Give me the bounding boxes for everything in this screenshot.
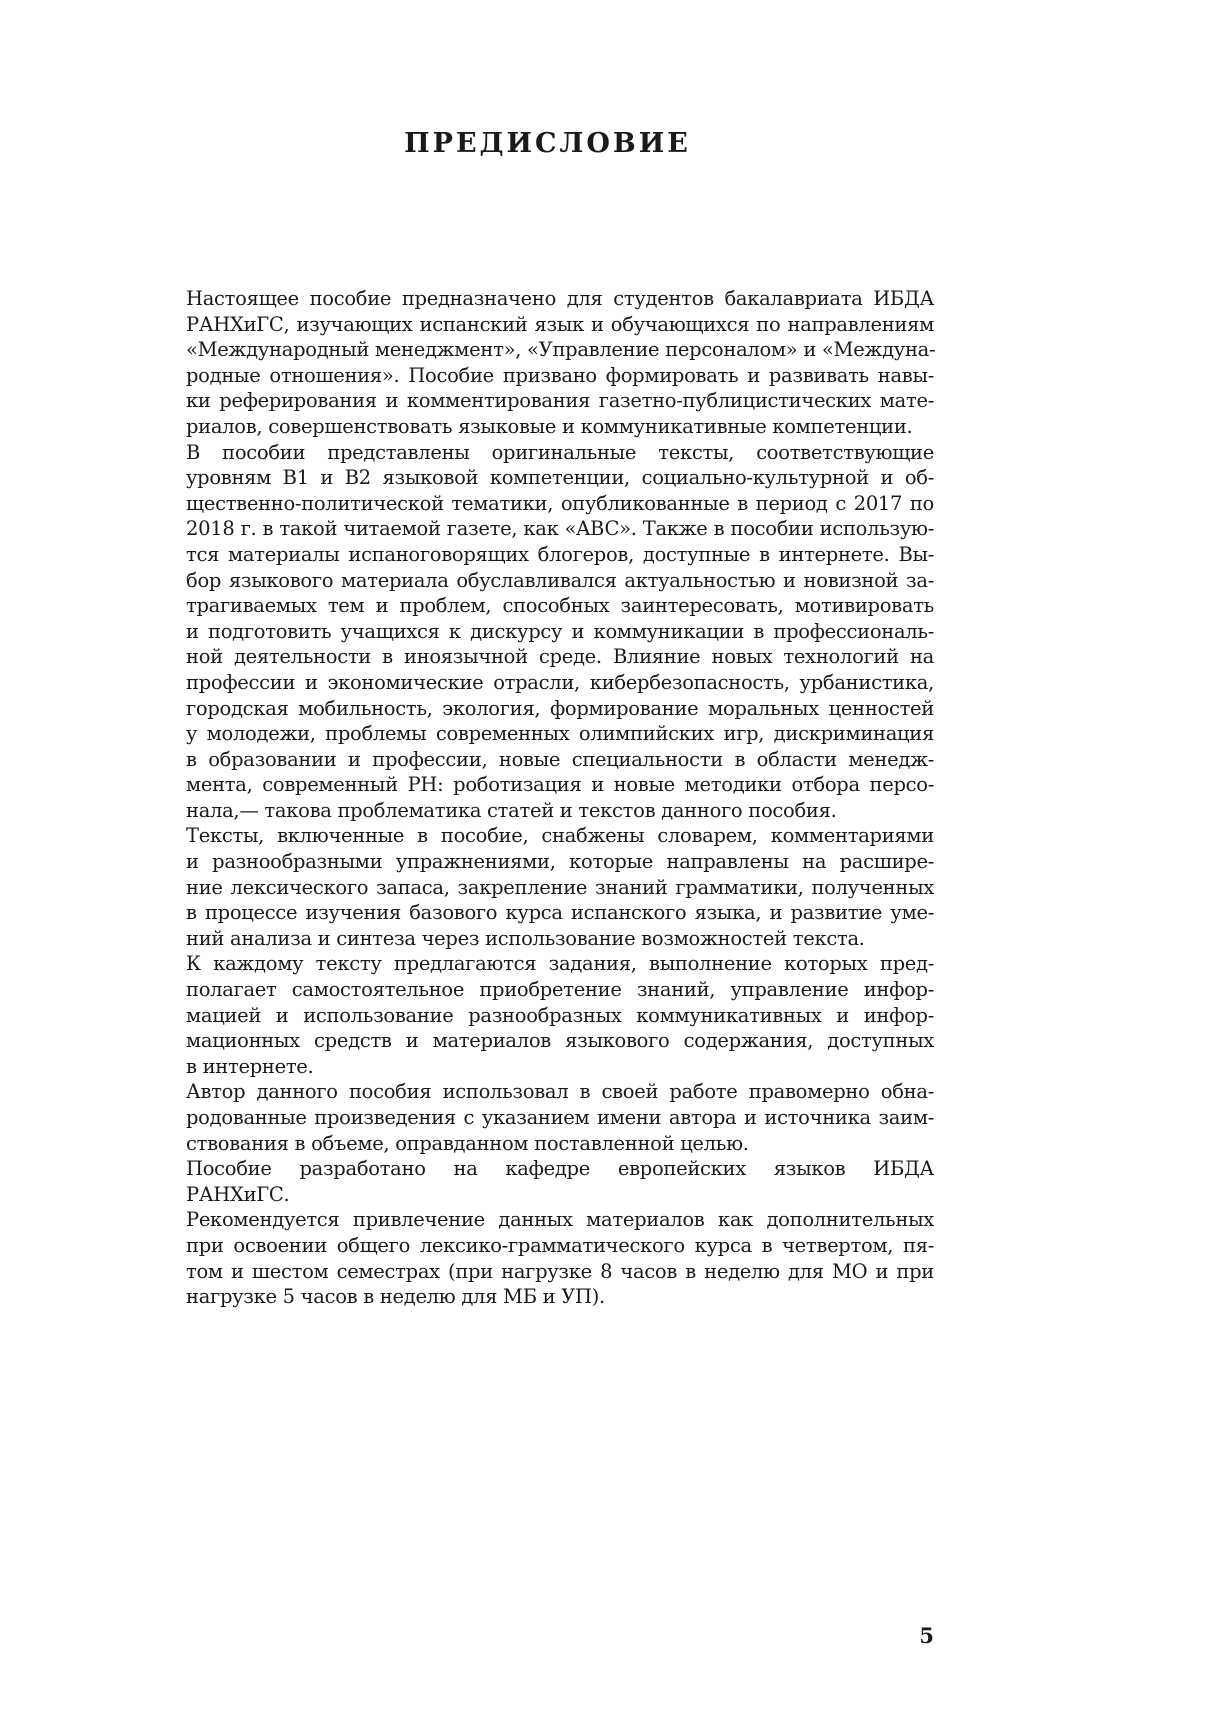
- text-line: родные отношения». Пособие призвано формировать и развивать навы-: [186, 363, 934, 387]
- text-line: Автор данного пособия использовал в своей работе правомерно обна-: [186, 1080, 934, 1104]
- text-line: РАНХиГС, изучающих испанский язык и обучающихся по направлениям: [186, 312, 934, 336]
- text-line: 2018 г. в такой читаемой газете, как «ABC». Также в пособии использую-: [186, 517, 934, 541]
- text-line: при освоении общего лексико-грамматического курса в четвертом, пя-: [186, 1233, 934, 1257]
- text-line: Настоящее пособие предназначено для студентов бакалавриата ИБДА: [186, 287, 934, 310]
- text-line: том и шестом семестрах (при нагрузке 8 часов в неделю для МО и при: [186, 1259, 934, 1283]
- text-line: родованные произведения с указанием имени автора и источника заим-: [186, 1106, 934, 1129]
- text-line: нала,— такова проблематика статей и текстов данного пособия.: [186, 798, 837, 822]
- text-line: РАНХиГС.: [186, 1182, 290, 1206]
- text-line: и подготовить учащихся к дискурсу и коммуникации в профессиональ-: [186, 619, 934, 643]
- text-line: Рекомендуется привлечение данных материалов как дополнительных: [186, 1208, 934, 1232]
- text-line: полагает самостоятельное приобретение знаний, управление инфор-: [186, 978, 934, 1002]
- text-line: в образовании и профессии, новые специальности в области менедж-: [186, 747, 934, 771]
- text-line: профессии и экономические отрасли, кибербезопасность, урбанистика,: [186, 670, 934, 694]
- text-line: городская мобильность, экология, формирование моральных ценностей: [186, 696, 934, 720]
- text-line: Тексты, включенные в пособие, снабжены словарем, комментариями: [186, 824, 934, 848]
- text-line: ной деятельности в иноязычной среде. Влияние новых технологий на: [186, 645, 934, 669]
- text-line: в интернете.: [186, 1054, 314, 1078]
- paragraph-intro: [160, 286, 934, 440]
- text-line: в процессе изучения базового курса испанского языка, и развитие уме-: [186, 901, 934, 925]
- paragraph-department: [160, 1156, 934, 1207]
- text-line: К каждому тексту предлагаются задания, выполнение которых пред-: [186, 952, 934, 976]
- text-line: щественно-политической тематики, опубликованные в период с 2017 по: [186, 491, 934, 515]
- text-line: мента, современный РН: роботизация и новые методики отбора персо-: [186, 773, 934, 797]
- text-line: Пособие разработано на кафедре европейских языков ИБДА: [186, 1157, 934, 1181]
- text-line: трагиваемых тем и проблем, способных заинтересовать, мотивировать: [186, 594, 934, 618]
- paragraph-exercises: [160, 823, 934, 951]
- text-line: уровням B1 и B2 языковой компетенции, социально-культурной и об-: [186, 466, 934, 490]
- paragraph-author: [160, 1079, 934, 1156]
- page-title: ПРЕДИСЛОВИЕ: [404, 128, 691, 159]
- paragraph-recommendation: [160, 1207, 934, 1309]
- text-line: мационных средств и материалов языкового содержания, доступных: [186, 1029, 934, 1053]
- text-line: у молодежи, проблемы современных олимпийских игр, дискриминация: [186, 722, 934, 746]
- text-line: В пособии представлены оригинальные тексты, соответствующие: [186, 440, 934, 464]
- text-line: ки реферирования и комментирования газетно-публицистических мате-: [186, 389, 934, 413]
- text-line: тся материалы испаноговорящих блогеров, доступные в интернете. Вы-: [186, 542, 934, 566]
- text-line: ние лексического запаса, закрепление знаний грамматики, полученных: [186, 875, 934, 899]
- paragraph-contents: [160, 440, 934, 824]
- text-line: «Международный менеджмент», «Управление персоналом» и «Междуна-: [186, 338, 936, 362]
- text-line: ствования в объеме, оправданном поставленной целью.: [186, 1131, 749, 1155]
- text-line: бор языкового материала обуславливался актуальностью и новизной за-: [186, 568, 934, 592]
- preface-body: [160, 286, 934, 1310]
- page-number: 5: [919, 1623, 934, 1648]
- text-line: и разнообразными упражнениями, которые направлены на расшире-: [186, 850, 934, 874]
- paragraph-tasks: [160, 951, 934, 1079]
- text-line: мацией и использование разнообразных коммуникативных и инфор-: [186, 1003, 934, 1027]
- text-line: нагрузке 5 часов в неделю для МБ и УП).: [186, 1285, 605, 1309]
- text-line: ний анализа и синтеза через использование возможностей текста.: [186, 926, 865, 950]
- text-line: риалов, совершенствовать языковые и коммуникативные компетенции.: [186, 414, 913, 438]
